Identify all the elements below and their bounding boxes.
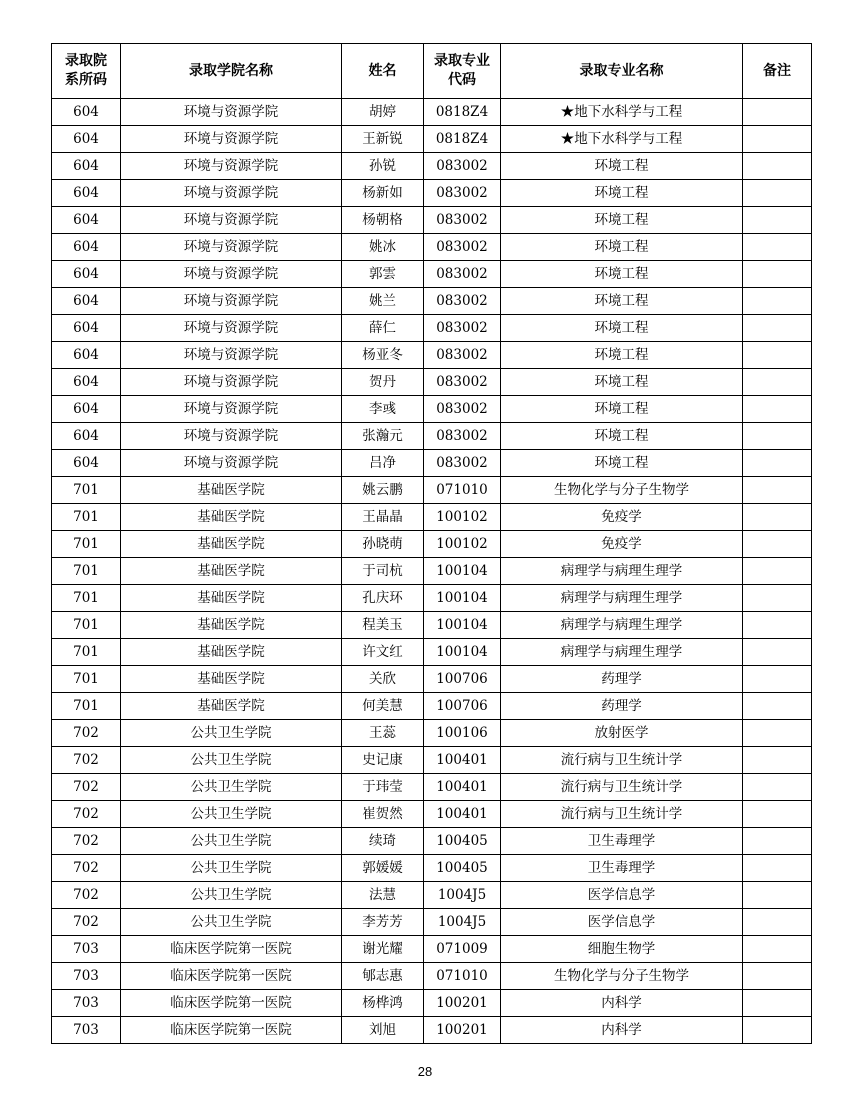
dept-name-cell: 基础医学院 — [121, 558, 342, 585]
major-name-cell: 环境工程 — [501, 234, 743, 261]
dept-name-cell: 环境与资源学院 — [121, 342, 342, 369]
remarks-cell — [743, 99, 812, 126]
dept-name-cell: 基础医学院 — [121, 693, 342, 720]
dept-code-cell: 703 — [52, 1017, 121, 1044]
table-row — [52, 315, 812, 342]
page-number: 28 — [417, 1064, 433, 1079]
table-row — [52, 126, 812, 153]
major-code-cell: 083002 — [424, 315, 501, 342]
major-name-cell: 卫生毒理学 — [501, 855, 743, 882]
major-name-cell: 环境工程 — [501, 261, 743, 288]
major-code-cell: 100102 — [424, 531, 501, 558]
student-name-cell: 崔贺然 — [342, 801, 424, 828]
major-name-cell: ★地下水科学与工程 — [501, 99, 743, 126]
major-code-cell: 100405 — [424, 828, 501, 855]
dept-name-cell: 临床医学院第一医院 — [121, 1017, 342, 1044]
header-row — [52, 44, 812, 99]
dept-code-cell: 702 — [52, 882, 121, 909]
major-name-cell: 生物化学与分子生物学 — [501, 477, 743, 504]
dept-code-cell: 701 — [52, 504, 121, 531]
table-row — [52, 369, 812, 396]
remarks-cell — [743, 855, 812, 882]
major-code-cell: 071010 — [424, 477, 501, 504]
table-row — [52, 639, 812, 666]
major-name-cell: 药理学 — [501, 693, 743, 720]
major-name-cell: 医学信息学 — [501, 882, 743, 909]
student-name-cell: 郭媛媛 — [342, 855, 424, 882]
major-code-cell: 100102 — [424, 504, 501, 531]
dept-code-cell: 701 — [52, 639, 121, 666]
student-name-cell: 王晶晶 — [342, 504, 424, 531]
dept-code-cell: 604 — [52, 99, 121, 126]
major-code-cell: 083002 — [424, 234, 501, 261]
student-name-cell: 李彧 — [342, 396, 424, 423]
dept-code-cell: 702 — [52, 828, 121, 855]
major-code-cell: 083002 — [424, 261, 501, 288]
dept-code-cell: 702 — [52, 855, 121, 882]
header-dept-code-line2: 系所码 — [65, 72, 107, 88]
remarks-cell — [743, 450, 812, 477]
dept-name-cell: 公共卫生学院 — [121, 747, 342, 774]
remarks-cell — [743, 369, 812, 396]
major-name-cell: 内科学 — [501, 1017, 743, 1044]
dept-name-cell: 环境与资源学院 — [121, 234, 342, 261]
remarks-cell — [743, 153, 812, 180]
student-name-cell: 杨朝格 — [342, 207, 424, 234]
student-name-cell: 郇志惠 — [342, 963, 424, 990]
major-name-cell: 环境工程 — [501, 315, 743, 342]
header-dept-code — [52, 44, 121, 99]
major-name-cell: 内科学 — [501, 990, 743, 1017]
student-name-cell: 刘旭 — [342, 1017, 424, 1044]
remarks-cell — [743, 342, 812, 369]
header-student-name: 姓名 — [342, 44, 424, 99]
table-row — [52, 909, 812, 936]
remarks-cell — [743, 315, 812, 342]
major-code-cell: 100201 — [424, 990, 501, 1017]
major-name-cell: 生物化学与分子生物学 — [501, 963, 743, 990]
remarks-cell — [743, 126, 812, 153]
dept-name-cell: 环境与资源学院 — [121, 207, 342, 234]
table-row — [52, 234, 812, 261]
dept-name-cell: 公共卫生学院 — [121, 801, 342, 828]
student-name-cell: 杨亚冬 — [342, 342, 424, 369]
major-name-cell: ★地下水科学与工程 — [501, 126, 743, 153]
major-code-cell: 100104 — [424, 585, 501, 612]
table-row — [52, 828, 812, 855]
remarks-cell — [743, 936, 812, 963]
remarks-cell — [743, 207, 812, 234]
dept-name-cell: 公共卫生学院 — [121, 774, 342, 801]
table-row — [52, 936, 812, 963]
remarks-cell — [743, 909, 812, 936]
student-name-cell: 关欣 — [342, 666, 424, 693]
table-row — [52, 612, 812, 639]
admissions-table — [51, 43, 812, 1044]
remarks-cell — [743, 1017, 812, 1044]
dept-code-cell: 701 — [52, 531, 121, 558]
remarks-cell — [743, 639, 812, 666]
table-row — [52, 99, 812, 126]
remarks-cell — [743, 882, 812, 909]
header-dept-name: 录取学院名称 — [121, 44, 342, 99]
dept-name-cell: 临床医学院第一医院 — [121, 990, 342, 1017]
dept-name-cell: 公共卫生学院 — [121, 882, 342, 909]
student-name-cell: 孙锐 — [342, 153, 424, 180]
major-code-cell: 100401 — [424, 774, 501, 801]
student-name-cell: 谢光耀 — [342, 936, 424, 963]
student-name-cell: 姚云鹏 — [342, 477, 424, 504]
dept-name-cell: 公共卫生学院 — [121, 909, 342, 936]
student-name-cell: 胡婷 — [342, 99, 424, 126]
major-name-cell: 环境工程 — [501, 342, 743, 369]
remarks-cell — [743, 990, 812, 1017]
student-name-cell: 于司杭 — [342, 558, 424, 585]
dept-name-cell: 环境与资源学院 — [121, 288, 342, 315]
dept-name-cell: 环境与资源学院 — [121, 396, 342, 423]
table-row — [52, 720, 812, 747]
dept-code-cell: 701 — [52, 666, 121, 693]
header-dept-code-line1: 录取院 — [65, 53, 107, 69]
table-row — [52, 747, 812, 774]
major-name-cell: 细胞生物学 — [501, 936, 743, 963]
major-code-cell: 083002 — [424, 423, 501, 450]
major-name-cell: 环境工程 — [501, 207, 743, 234]
dept-name-cell: 基础医学院 — [121, 612, 342, 639]
remarks-cell — [743, 666, 812, 693]
remarks-cell — [743, 963, 812, 990]
major-name-cell: 流行病与卫生统计学 — [501, 801, 743, 828]
table-row — [52, 882, 812, 909]
dept-name-cell: 环境与资源学院 — [121, 315, 342, 342]
major-code-cell: 0818Z4 — [424, 99, 501, 126]
student-name-cell: 于玮莹 — [342, 774, 424, 801]
table-row — [52, 423, 812, 450]
remarks-cell — [743, 801, 812, 828]
dept-name-cell: 临床医学院第一医院 — [121, 963, 342, 990]
table-row — [52, 801, 812, 828]
major-name-cell: 环境工程 — [501, 396, 743, 423]
table-row — [52, 558, 812, 585]
student-name-cell: 杨新如 — [342, 180, 424, 207]
major-code-cell: 083002 — [424, 369, 501, 396]
header-major-code — [424, 44, 501, 99]
dept-name-cell: 环境与资源学院 — [121, 450, 342, 477]
remarks-cell — [743, 180, 812, 207]
remarks-cell — [743, 828, 812, 855]
dept-code-cell: 604 — [52, 153, 121, 180]
dept-name-cell: 环境与资源学院 — [121, 369, 342, 396]
student-name-cell: 王蕊 — [342, 720, 424, 747]
major-code-cell: 071009 — [424, 936, 501, 963]
dept-code-cell: 604 — [52, 207, 121, 234]
dept-code-cell: 604 — [52, 234, 121, 261]
dept-name-cell: 基础医学院 — [121, 666, 342, 693]
major-name-cell: 环境工程 — [501, 369, 743, 396]
student-name-cell: 吕净 — [342, 450, 424, 477]
major-code-cell: 083002 — [424, 396, 501, 423]
student-name-cell: 张瀚元 — [342, 423, 424, 450]
major-code-cell: 100706 — [424, 693, 501, 720]
major-name-cell: 放射医学 — [501, 720, 743, 747]
table-row — [52, 180, 812, 207]
dept-code-cell: 701 — [52, 693, 121, 720]
dept-name-cell: 环境与资源学院 — [121, 261, 342, 288]
table-row — [52, 153, 812, 180]
dept-code-cell: 701 — [52, 612, 121, 639]
remarks-cell — [743, 558, 812, 585]
table-row — [52, 396, 812, 423]
student-name-cell: 姚冰 — [342, 234, 424, 261]
remarks-cell — [743, 396, 812, 423]
dept-code-cell: 703 — [52, 936, 121, 963]
table-row — [52, 477, 812, 504]
dept-name-cell: 公共卫生学院 — [121, 855, 342, 882]
major-name-cell: 卫生毒理学 — [501, 828, 743, 855]
remarks-cell — [743, 234, 812, 261]
student-name-cell: 王新锐 — [342, 126, 424, 153]
header-major-code-line1: 录取专业 — [434, 53, 490, 69]
dept-code-cell: 604 — [52, 288, 121, 315]
major-code-cell: 100104 — [424, 558, 501, 585]
dept-code-cell: 702 — [52, 720, 121, 747]
dept-code-cell: 604 — [52, 396, 121, 423]
dept-name-cell: 基础医学院 — [121, 585, 342, 612]
dept-name-cell: 基础医学院 — [121, 504, 342, 531]
major-name-cell: 免疫学 — [501, 531, 743, 558]
student-name-cell: 孙晓萌 — [342, 531, 424, 558]
major-name-cell: 病理学与病理生理学 — [501, 585, 743, 612]
dept-code-cell: 604 — [52, 450, 121, 477]
dept-name-cell: 环境与资源学院 — [121, 180, 342, 207]
remarks-cell — [743, 585, 812, 612]
dept-code-cell: 702 — [52, 774, 121, 801]
remarks-cell — [743, 774, 812, 801]
dept-code-cell: 702 — [52, 747, 121, 774]
dept-code-cell: 703 — [52, 963, 121, 990]
major-code-cell: 100706 — [424, 666, 501, 693]
major-name-cell: 病理学与病理生理学 — [501, 612, 743, 639]
header-major-name: 录取专业名称 — [501, 44, 743, 99]
student-name-cell: 程美玉 — [342, 612, 424, 639]
table-row — [52, 450, 812, 477]
dept-name-cell: 临床医学院第一医院 — [121, 936, 342, 963]
major-name-cell: 流行病与卫生统计学 — [501, 747, 743, 774]
major-code-cell: 0818Z4 — [424, 126, 501, 153]
header-remarks: 备注 — [743, 44, 812, 99]
table-row — [52, 774, 812, 801]
student-name-cell: 史记康 — [342, 747, 424, 774]
table-row — [52, 207, 812, 234]
dept-code-cell: 604 — [52, 369, 121, 396]
dept-name-cell: 环境与资源学院 — [121, 99, 342, 126]
major-code-cell: 100201 — [424, 1017, 501, 1044]
major-code-cell: 100104 — [424, 612, 501, 639]
student-name-cell: 郭雲 — [342, 261, 424, 288]
major-name-cell: 病理学与病理生理学 — [501, 558, 743, 585]
student-name-cell: 许文红 — [342, 639, 424, 666]
major-code-cell: 1004J5 — [424, 882, 501, 909]
table-row — [52, 531, 812, 558]
major-name-cell: 免疫学 — [501, 504, 743, 531]
major-name-cell: 流行病与卫生统计学 — [501, 774, 743, 801]
major-name-cell: 病理学与病理生理学 — [501, 639, 743, 666]
remarks-cell — [743, 747, 812, 774]
dept-name-cell: 基础医学院 — [121, 531, 342, 558]
dept-code-cell: 604 — [52, 423, 121, 450]
dept-name-cell: 公共卫生学院 — [121, 720, 342, 747]
remarks-cell — [743, 720, 812, 747]
table-row — [52, 585, 812, 612]
table-row — [52, 288, 812, 315]
major-name-cell: 药理学 — [501, 666, 743, 693]
major-code-cell: 100104 — [424, 639, 501, 666]
student-name-cell: 孔庆环 — [342, 585, 424, 612]
table-row — [52, 693, 812, 720]
major-code-cell: 071010 — [424, 963, 501, 990]
major-code-cell: 083002 — [424, 180, 501, 207]
student-name-cell: 法慧 — [342, 882, 424, 909]
student-name-cell: 何美慧 — [342, 693, 424, 720]
dept-code-cell: 604 — [52, 342, 121, 369]
dept-name-cell: 基础医学院 — [121, 477, 342, 504]
remarks-cell — [743, 477, 812, 504]
remarks-cell — [743, 531, 812, 558]
student-name-cell: 李芳芳 — [342, 909, 424, 936]
major-code-cell: 1004J5 — [424, 909, 501, 936]
major-code-cell: 083002 — [424, 288, 501, 315]
table-row — [52, 666, 812, 693]
student-name-cell: 姚兰 — [342, 288, 424, 315]
dept-name-cell: 基础医学院 — [121, 639, 342, 666]
dept-name-cell: 环境与资源学院 — [121, 126, 342, 153]
major-code-cell: 083002 — [424, 153, 501, 180]
remarks-cell — [743, 288, 812, 315]
major-code-cell: 100401 — [424, 747, 501, 774]
table-row — [52, 963, 812, 990]
table-row — [52, 990, 812, 1017]
major-name-cell: 环境工程 — [501, 288, 743, 315]
dept-code-cell: 701 — [52, 585, 121, 612]
major-code-cell: 100401 — [424, 801, 501, 828]
header-major-code-line2: 代码 — [448, 72, 476, 88]
remarks-cell — [743, 261, 812, 288]
table-row — [52, 1017, 812, 1044]
dept-code-cell: 604 — [52, 261, 121, 288]
student-name-cell: 贺丹 — [342, 369, 424, 396]
student-name-cell: 薛仁 — [342, 315, 424, 342]
dept-code-cell: 702 — [52, 909, 121, 936]
major-name-cell: 环境工程 — [501, 423, 743, 450]
major-name-cell: 医学信息学 — [501, 909, 743, 936]
remarks-cell — [743, 693, 812, 720]
dept-name-cell: 环境与资源学院 — [121, 423, 342, 450]
remarks-cell — [743, 612, 812, 639]
table-row — [52, 261, 812, 288]
dept-code-cell: 701 — [52, 558, 121, 585]
major-code-cell: 100106 — [424, 720, 501, 747]
dept-name-cell: 公共卫生学院 — [121, 828, 342, 855]
remarks-cell — [743, 504, 812, 531]
major-code-cell: 083002 — [424, 207, 501, 234]
dept-code-cell: 604 — [52, 126, 121, 153]
student-name-cell: 杨桦鸿 — [342, 990, 424, 1017]
dept-code-cell: 703 — [52, 990, 121, 1017]
remarks-cell — [743, 423, 812, 450]
dept-code-cell: 604 — [52, 315, 121, 342]
major-code-cell: 083002 — [424, 342, 501, 369]
major-name-cell: 环境工程 — [501, 450, 743, 477]
major-code-cell: 083002 — [424, 450, 501, 477]
student-name-cell: 续琦 — [342, 828, 424, 855]
major-name-cell: 环境工程 — [501, 180, 743, 207]
dept-code-cell: 604 — [52, 180, 121, 207]
table-row — [52, 504, 812, 531]
dept-code-cell: 702 — [52, 801, 121, 828]
dept-code-cell: 701 — [52, 477, 121, 504]
table-row — [52, 855, 812, 882]
major-name-cell: 环境工程 — [501, 153, 743, 180]
table-row — [52, 342, 812, 369]
major-code-cell: 100405 — [424, 855, 501, 882]
dept-name-cell: 环境与资源学院 — [121, 153, 342, 180]
